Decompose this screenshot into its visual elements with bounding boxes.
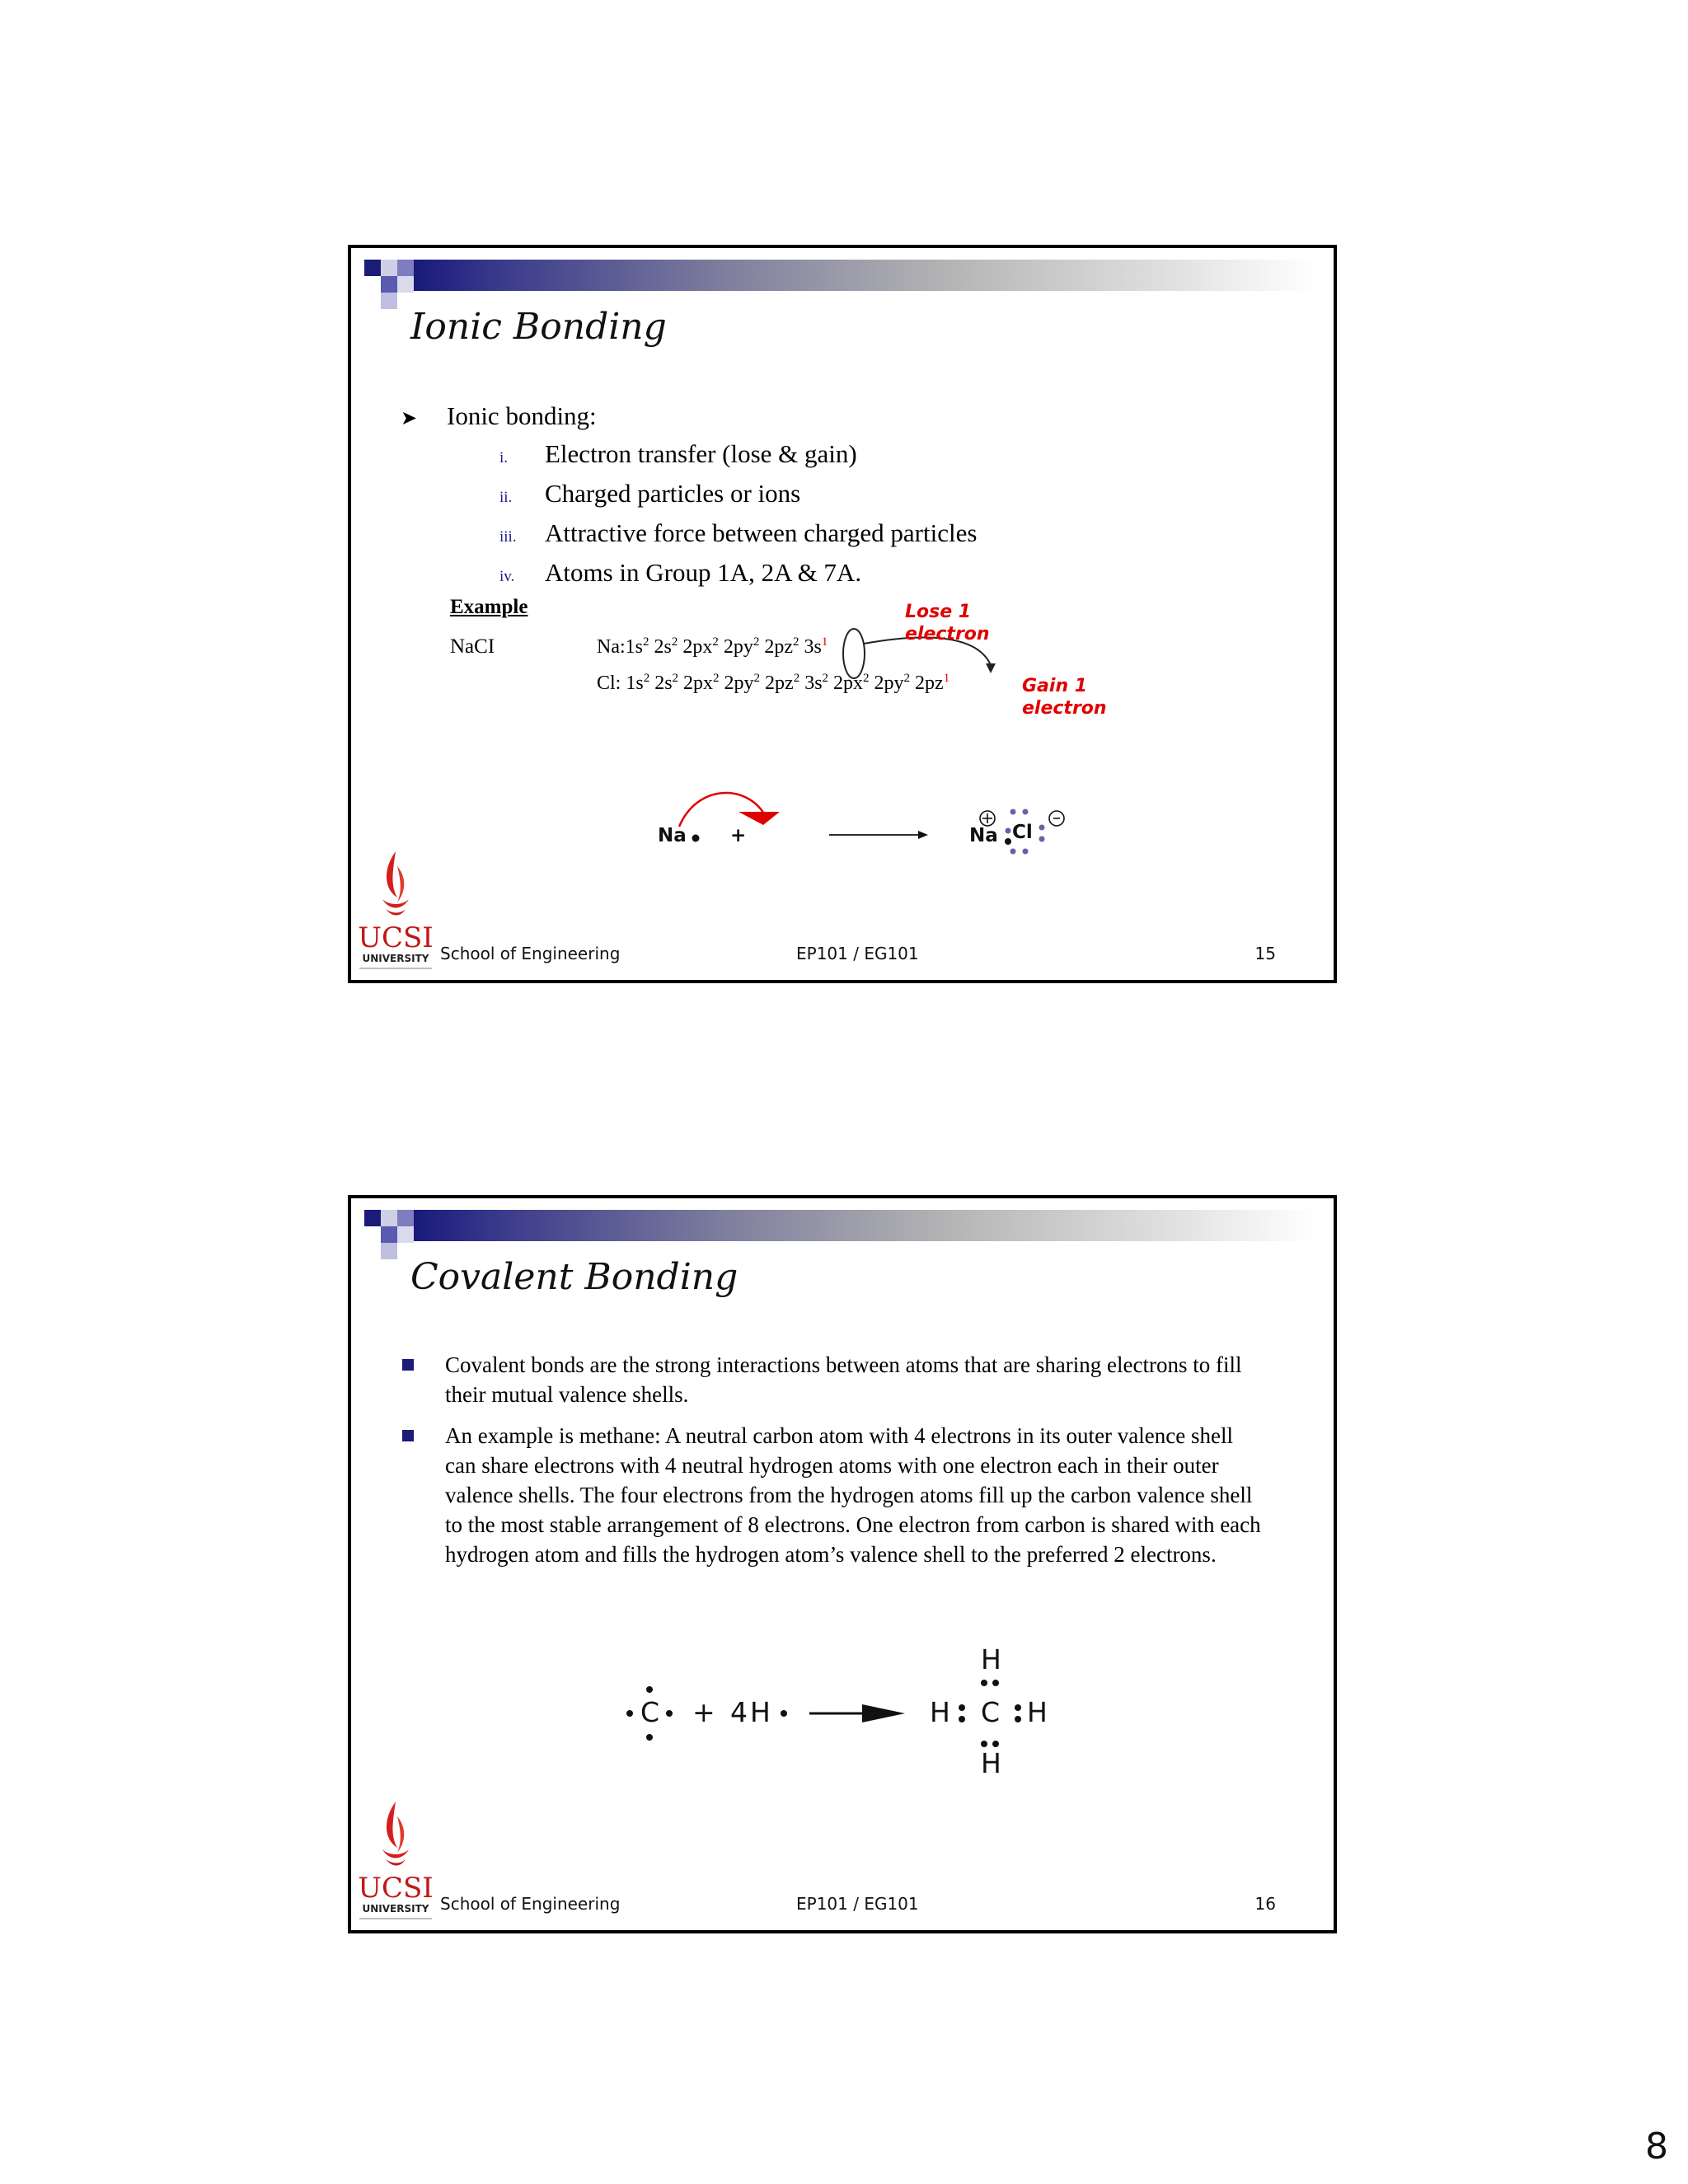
ucsi-university-logo	[354, 845, 437, 977]
footer-school: School of Engineering	[440, 944, 621, 963]
list-text: Electron transfer (lose & gain)	[545, 439, 857, 468]
methane-reaction-diagram	[351, 1198, 1337, 1933]
list-text: Charged particles or ions	[545, 479, 801, 508]
page-number: 8	[1645, 2125, 1668, 2168]
slide-title: Covalent Bonding	[410, 1256, 738, 1298]
svg-text:UCSI: UCSI	[358, 921, 434, 954]
slide-title: Ionic Bonding	[410, 306, 667, 348]
methane-hydrogen-left: H	[930, 1696, 950, 1728]
reaction-arrowhead	[862, 1704, 905, 1722]
methane-hydrogen-bottom: H	[981, 1747, 1001, 1779]
na-configuration: $Na:1s^2$ $2s^2$ $2px^2$ $2py^2$ $2pz^2$ $3s^1$	[597, 635, 828, 658]
bullet-text: An example is methane: A neutral carbon atom with 4 electrons in its outer valence shell can share electrons with 4 neutral hydrogen atoms with one electron each in their outer valence shells. The four electrons from the hydrogen atoms fill up the carbon valence shell to the most stable arrangement of 8 electrons. One electron from carbon is shared with each hydrogen atom and fills the hydrogen atom’s valence shell to the preferred 2 electrons.	[445, 1423, 1261, 1567]
svg-text:UNIVERSITY: UNIVERSITY	[362, 953, 429, 964]
coefficient: 4	[730, 1696, 748, 1728]
slide-number: 15	[1254, 944, 1276, 963]
reaction-arrowhead	[918, 831, 928, 839]
lose-electron-note: Lose 1 electron	[905, 602, 990, 644]
plus-sign: +	[730, 825, 747, 846]
list-number: iii.	[499, 528, 517, 546]
bullet-text: Ionic bonding:	[447, 401, 597, 430]
example-compound: NaCI	[450, 635, 495, 658]
ionic-reaction-diagram	[351, 248, 1337, 983]
list-number: i.	[499, 449, 509, 466]
hydrogen-atom: H	[750, 1696, 771, 1728]
list-text: Attractive force between charged particles	[545, 518, 978, 547]
svg-text:UCSI: UCSI	[358, 1872, 434, 1905]
na-ion-label: Na	[969, 825, 998, 846]
footer-school: School of Engineering	[440, 1894, 621, 1914]
hydrogen-valence-dot	[781, 1710, 787, 1717]
list-text: Atoms in Group 1A, 2A & 7A.	[545, 558, 862, 587]
cl-configuration: Cl: $1s^2$ $2s^2$ $2px^2$ $2py^2$ $2pz^2$ $3s^2$ $2px^2$ $2py^2$ $2pz^1$	[597, 672, 950, 694]
na-atom-label: Na	[658, 825, 687, 846]
methane-hydrogen-right: H	[1027, 1696, 1048, 1728]
na-valence-electron	[692, 835, 700, 842]
plus-sign: +	[692, 1696, 715, 1728]
footer-course: EP101 / EG101	[796, 944, 919, 963]
cl-ion-label: Cl	[1012, 822, 1033, 843]
list-number: iv.	[499, 568, 515, 585]
transferred-electron	[1005, 838, 1011, 845]
transfer-arrowhead	[738, 812, 780, 825]
carbon-atom: C	[640, 1696, 660, 1728]
ucsi-university-logo	[354, 1795, 437, 1927]
bullet-text: Covalent bonds are the strong interactions between atoms that are sharing electrons to fill their mutual valence shells.	[445, 1352, 1242, 1407]
methane-carbon: C	[981, 1696, 1001, 1728]
slide-ionic-bonding	[348, 245, 1337, 983]
transfer-arrow-curve	[679, 793, 765, 827]
svg-text:UNIVERSITY: UNIVERSITY	[362, 1903, 429, 1915]
example-label: Example	[450, 596, 528, 618]
list-number: ii.	[499, 489, 513, 506]
slide-covalent-bonding	[348, 1195, 1337, 1933]
gain-electron-note: Gain 1 electron	[1022, 676, 1107, 719]
slide-number: 16	[1254, 1894, 1276, 1914]
methane-hydrogen-top: H	[981, 1643, 1001, 1675]
arrow-bullet-icon: ➤	[401, 408, 418, 429]
footer-course: EP101 / EG101	[796, 1894, 919, 1914]
